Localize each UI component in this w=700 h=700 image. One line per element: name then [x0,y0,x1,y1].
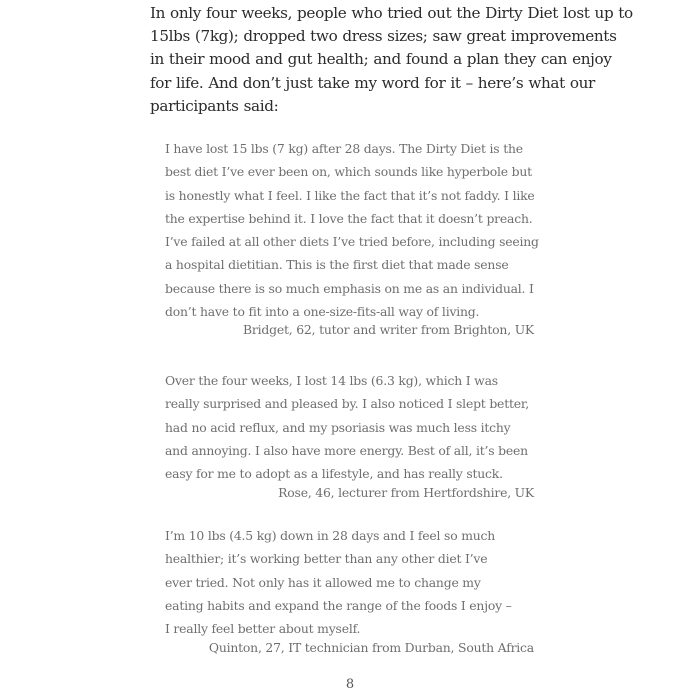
testimonial-line: I have lost 15 lbs (7 kg) after 28 days. The Dirty Diet is the [165,141,523,156]
testimonial-line: had no acid reflux, and my psoriasis was much less itchy [165,419,511,435]
testimonial-line: ever tried. Not only has it allowed me to change my [165,574,481,590]
testimonial-line: eating habits and expand the range of the foods I enjoy – [165,597,512,613]
testimonial-bridget [165,137,545,323]
testimonial-line: and annoying. I also have more energy. Best of all, it’s been [165,442,528,458]
testimonial-attribution: Rose, 46, lecturer from Hertfordshire, UK [278,485,534,500]
testimonial-quinton [165,524,545,640]
testimonial-line: the expertise behind it. I love the fact that it doesn’t preach. [165,210,533,226]
testimonial-line: really surprised and pleased by. I also noticed I slept better, [165,396,529,412]
testimonial-line: easy for me to adopt as a lifestyle, and has really stuck. [165,466,503,482]
testimonial-line: is honestly what I feel. I like the fact that it’s not faddy. I like [165,187,535,203]
page-number: 8 [345,677,355,692]
testimonial-line: because there is so much emphasis on me as an individual. I [165,280,534,296]
testimonial-attribution: Quinton, 27, IT technician from Durban, South Africa [208,640,534,655]
testimonial-line: I’m 10 lbs (4.5 kg) down in 28 days and I feel so much [165,528,496,543]
intro-line: in their mood and gut health; and found a plan they can enjoy [150,50,612,69]
testimonial-line: best diet I’ve ever been on, which sounds like hyperbole but [165,164,532,180]
intro-line: participants said: [150,96,279,115]
testimonial-line: I really feel better about myself. [165,621,361,637]
testimonial-attribution: Bridget, 62, tutor and writer from Brighton, UK [242,322,534,337]
intro-line: In only four weeks, people who tried out the Dirty Diet lost up to [150,4,633,22]
intro-line: for life. And don’t just take my word for it – here’s what our [150,73,595,92]
intro-line: 15lbs (7kg); dropped two dress sizes; saw great improvements [150,27,617,46]
testimonial-line: I’ve failed at all other diets I’ve tried before, including seeing [165,234,539,250]
testimonial-line: don’t have to fit into a one-size-fits-all way of living. [165,304,480,320]
testimonial-line: Over the four weeks, I lost 14 lbs (6.3 kg), which I was [165,373,498,388]
testimonial-rose [165,369,545,485]
intro-paragraph [150,2,633,118]
testimonial-line: healthier; it’s working better than any other diet I’ve [165,551,488,567]
testimonial-line: a hospital dietitian. This is the first diet that made sense [165,257,509,273]
